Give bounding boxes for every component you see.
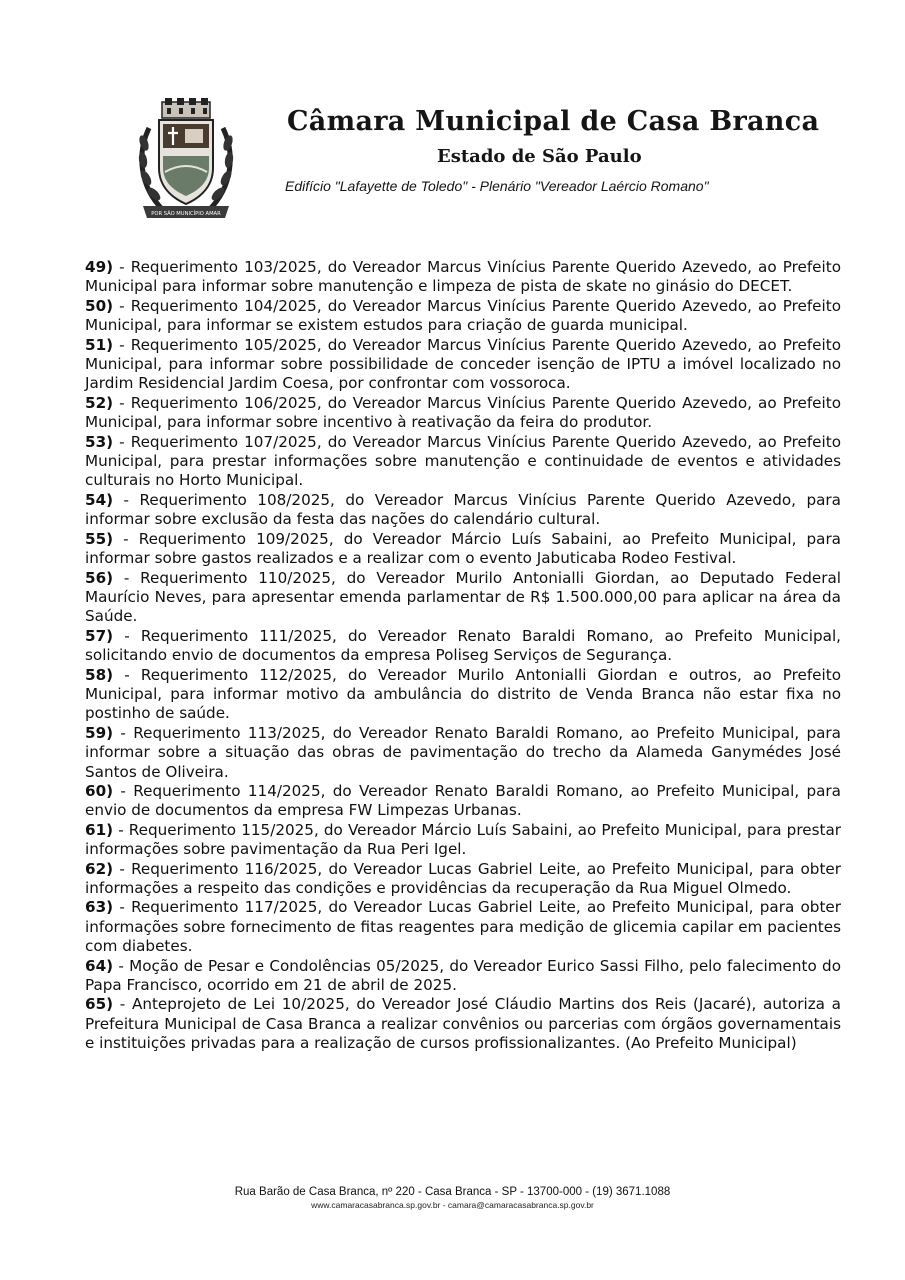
page-subtitle: Estado de São Paulo: [437, 146, 642, 167]
item-text: - Requerimento 111/2025, do Vereador Renato Baraldi Romano, ao Prefeito Municipal, solicitando envio de documentos da empresa Poliseg Serviços de Segurança.: [85, 626, 841, 665]
item-text: - Requerimento 112/2025, do Vereador Murilo Antonialli Giordan e outros, ao Prefeito Municipal, para informar motivo da ambulância do distrito de Venda Branca não estar fixa no postinho de saúde.: [85, 665, 841, 723]
building-line: Edifício "Lafayette de Toledo" - Plenário "Vereador Laércio Romano": [285, 178, 709, 194]
list-item: [85, 957, 841, 996]
item-number: 49): [85, 258, 114, 276]
item-text: - Requerimento 107/2025, do Vereador Marcus Vinícius Parente Querido Azevedo, ao Prefeito Municipal, para prestar informações sobre manutenção e continuidade de eventos e atividades culturais no Horto Municipal.: [85, 432, 841, 490]
item-text: - Anteprojeto de Lei 10/2025, do Vereador José Cláudio Martins dos Reis (Jacaré), autoriza a Prefeitura Municipal de Casa Branca a realizar convênios ou parcerias com órgãos governamentais e instituições privadas para a realização de cursos profissionalizantes. (Ao Prefeito Municipal): [85, 995, 841, 1053]
footer-web: www.camaracasabranca.sp.gov.br - camara@camaracasabranca.sp.gov.br: [311, 1200, 594, 1210]
page-title: Câmara Municipal de Casa Branca: [287, 106, 820, 137]
item-number: 61): [85, 820, 114, 839]
item-number: 54): [85, 490, 114, 509]
item-text: - Requerimento 106/2025, do Vereador Marcus Vinícius Parente Querido Azevedo, ao Prefeito Municipal, para informar sobre incentivo à reativação da feira do produtor.: [85, 393, 841, 432]
item-text: - Requerimento 117/2025, do Vereador Lucas Gabriel Leite, ao Prefeito Municipal, para obter informações sobre fornecimento de fitas reagentes para medição de glicemia capilar em pacientes com diabetes.: [85, 898, 841, 956]
coat-of-arms-icon: [135, 98, 237, 222]
item-text: - Requerimento 103/2025, do Vereador Marcus Vinícius Parente Querido Azevedo, ao Prefeito Municipal para informar sobre manutenção e limpeza de pista de skate no ginásio do DECET.: [85, 258, 841, 296]
item-number: 51): [85, 335, 114, 354]
letterhead: [0, 0, 905, 230]
item-number: 55): [85, 529, 114, 548]
item-text: - Requerimento 108/2025, do Vereador Marcus Vinícius Parente Querido Azevedo, para informar sobre exclusão da festa das nações do calendário cultural.: [85, 490, 841, 529]
list-item: [85, 995, 841, 1053]
item-text: - Requerimento 110/2025, do Vereador Murilo Antonialli Giordan, ao Deputado Federal Maurício Neves, para apresentar emenda parlamentar de R$ 1.500.000,00 para aplicar na área da Saúde.: [85, 568, 841, 626]
list-item: [85, 336, 841, 394]
item-text: - Requerimento 113/2025, do Vereador Renato Baraldi Romano, ao Prefeito Municipal, para informar sobre a situação das obras de pavimentação do trecho da Alameda Ganymédes José Santos de Oliveira.: [85, 723, 841, 781]
list-item: [85, 666, 841, 724]
footer: [0, 1186, 905, 1210]
list-item: [85, 898, 841, 956]
item-number: 58): [85, 665, 114, 684]
list-item: [85, 297, 841, 336]
item-number: 64): [85, 956, 114, 975]
item-text: - Requerimento 115/2025, do Vereador Márcio Luís Sabaini, ao Prefeito Municipal, para prestar informações sobre pavimentação da Rua Peri Igel.: [85, 820, 841, 859]
list-item: [85, 860, 841, 899]
list-item: [85, 782, 841, 821]
list-item: [85, 258, 841, 297]
item-number: 57): [85, 626, 114, 645]
item-text: - Requerimento 105/2025, do Vereador Marcus Vinícius Parente Querido Azevedo, ao Prefeito Municipal, para informar sobre possibilidade de conceder isenção de IPTU a imóvel localizado no Jardim Residencial Jardim Coesa, por confrontar com vossoroca.: [85, 335, 841, 393]
list-item: [85, 821, 841, 860]
list-item: [85, 530, 841, 569]
svg-text:POR SÃO MUNICÍPIO AMAR: POR SÃO MUNICÍPIO AMAR: [151, 211, 221, 217]
item-text: - Requerimento 104/2025, do Vereador Marcus Vinícius Parente Querido Azevedo, ao Prefeito Municipal, para informar se existem estudos para criação de guarda municipal.: [85, 296, 841, 335]
list-item: [85, 491, 841, 530]
item-text: - Requerimento 116/2025, do Vereador Lucas Gabriel Leite, ao Prefeito Municipal, para obter informações a respeito das condições e providências da recuperação da Rua Miguel Olmedo.: [85, 859, 841, 897]
item-text: - Requerimento 114/2025, do Vereador Renato Baraldi Romano, ao Prefeito Municipal, para envio de documentos da empresa FW Limpezas Urbanas.: [85, 781, 841, 820]
item-number: 60): [85, 781, 114, 800]
item-number: 56): [85, 568, 114, 587]
footer-address: Rua Barão de Casa Branca, nº 220 - Casa Branca - SP - 13700-000 - (19) 3671.1088: [234, 1186, 671, 1198]
agenda-list: [85, 258, 841, 1054]
list-item: [85, 569, 841, 627]
item-number: 53): [85, 432, 114, 451]
item-number: 52): [85, 393, 114, 412]
list-item: [85, 394, 841, 433]
item-number: 65): [85, 995, 114, 1014]
item-text: - Requerimento 109/2025, do Vereador Márcio Luís Sabaini, ao Prefeito Municipal, para informar sobre gastos realizados e a realizar com o evento Jabuticaba Rodeo Festival.: [85, 529, 841, 568]
item-number: 62): [85, 859, 114, 878]
item-number: 63): [85, 898, 114, 917]
list-item: [85, 724, 841, 782]
list-item: [85, 627, 841, 666]
item-number: 50): [85, 296, 114, 315]
item-number: 59): [85, 723, 114, 742]
item-text: - Moção de Pesar e Condolências 05/2025, do Vereador Eurico Sassi Filho, pelo falecimento do Papa Francisco, ocorrido em 21 de abril de 2025.: [85, 956, 841, 995]
list-item: [85, 433, 841, 491]
